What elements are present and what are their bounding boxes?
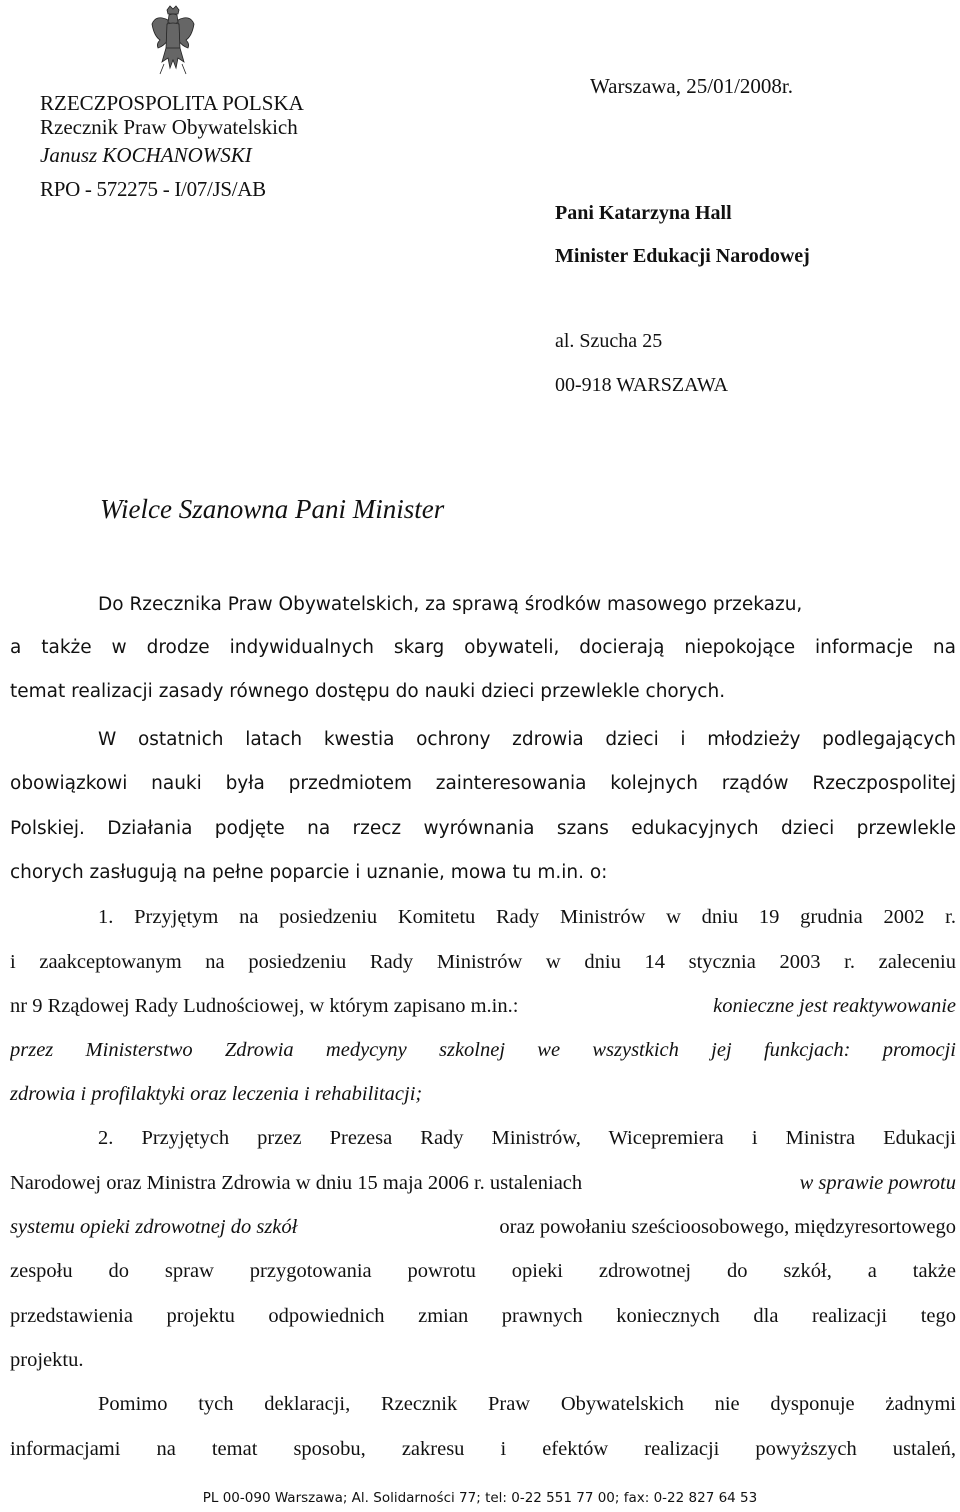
- footer-address: PL 00-090 Warszawa; Al. Solidarności 77; tel: 0-22 551 77 00; fax: 0-22 827 64 53: [202, 1490, 758, 1506]
- body-line: Polskiej. Działania podjęte na rzecz wyrównania szans edukacyjnych dzieci przewlekle: [10, 818, 956, 839]
- body-line: a także w drodze indywidualnych skarg obywateli, docierają niepokojące informacje na: [10, 637, 956, 658]
- body-line: obowiązkowi nauki była przedmiotem zainteresowania kolejnych rządów Rzeczpospolitej: [10, 773, 956, 794]
- list-item-2-line: [10, 1216, 956, 1239]
- author-name: Janusz KOCHANOWSKI: [40, 143, 252, 167]
- letter-date: Warszawa, 25/01/2008r.: [590, 74, 794, 98]
- quoted-text: systemu opieki zdrowotnej do szkół: [10, 1216, 298, 1238]
- body-line: W ostatnich latach kwestia ochrony zdrowia dzieci i młodzieży podlegających: [98, 729, 956, 750]
- quoted-text: zdrowia i profilaktyki oraz leczenia i rehabilitacji;: [10, 1083, 423, 1105]
- list-item-1-line: i zaakceptowanym na posiedzeniu Rady Ministrów w dniu 14 stycznia 2003 r. zaleceniu: [10, 951, 956, 973]
- plain-text: nr 9 Rządowej Rady Ludnościowej, w którym zapisano m.in.:: [10, 995, 519, 1017]
- org-name: RZECZPOSPOLITA POLSKA: [40, 91, 304, 115]
- sender-block: [40, 90, 304, 202]
- plain-text: oraz powołaniu sześcioosobowego, międzyresortowego: [499, 1216, 956, 1238]
- body-line: Do Rzecznika Praw Obywatelskich, za sprawą środków masowego przekazu,: [98, 594, 803, 615]
- list-item-1-line: [10, 995, 956, 1018]
- body-line: temat realizacji zasady równego dostępu do nauki dzieci przewlekle chorych.: [10, 681, 726, 702]
- quoted-text: przez Ministerstwo Zdrowia medycyny szkolnej we wszystkich jej funkcjach: promocji: [10, 1039, 956, 1061]
- quoted-text: w sprawie powrotu: [799, 1172, 956, 1194]
- recipient-street: al. Szucha 25: [555, 330, 663, 352]
- plain-text: Narodowej oraz Ministra Zdrowia w dniu 15 maja 2006 r. ustaleniach: [10, 1172, 583, 1194]
- list-item-2-line: [10, 1172, 956, 1195]
- list-item-1: 1. Przyjętym na posiedzeniu Komitetu Rady Ministrów w dniu 19 grudnia 2002 r.: [98, 906, 956, 928]
- office-name: Rzecznik Praw Obywatelskich: [40, 115, 298, 139]
- reference-number: RPO - 572275 - I/07/JS/AB: [40, 177, 266, 201]
- body-line: informacjami na temat sposobu, zakresu i efektów realizacji powyższych ustaleń,: [10, 1438, 956, 1460]
- list-item-2-line: projektu.: [10, 1349, 84, 1371]
- body-line: chorych zasługują na pełne poparcie i uznanie, mowa tu m.in. o:: [10, 862, 608, 883]
- list-item-2-line: zespołu do spraw przygotowania powrotu opieki zdrowotnej do szkół, a także: [10, 1260, 956, 1282]
- eagle-emblem-icon: [150, 4, 196, 80]
- recipient-title: Minister Edukacji Narodowej: [555, 245, 810, 267]
- recipient-name: Pani Katarzyna Hall: [555, 202, 732, 224]
- body-line: Pomimo tych deklaracji, Rzecznik Praw Obywatelskich nie dysponuje żadnymi: [98, 1393, 956, 1415]
- list-item-2-line: przedstawienia projektu odpowiednich zmian prawnych koniecznych dla realizacji tego: [10, 1305, 956, 1327]
- list-item-2: 2. Przyjętych przez Prezesa Rady Ministrów, Wicepremiera i Ministra Edukacji: [98, 1127, 956, 1149]
- salutation: Wielce Szanowna Pani Minister: [100, 494, 445, 524]
- recipient-city: 00-918 WARSZAWA: [555, 374, 729, 396]
- quoted-text: konieczne jest reaktywowanie: [713, 995, 956, 1017]
